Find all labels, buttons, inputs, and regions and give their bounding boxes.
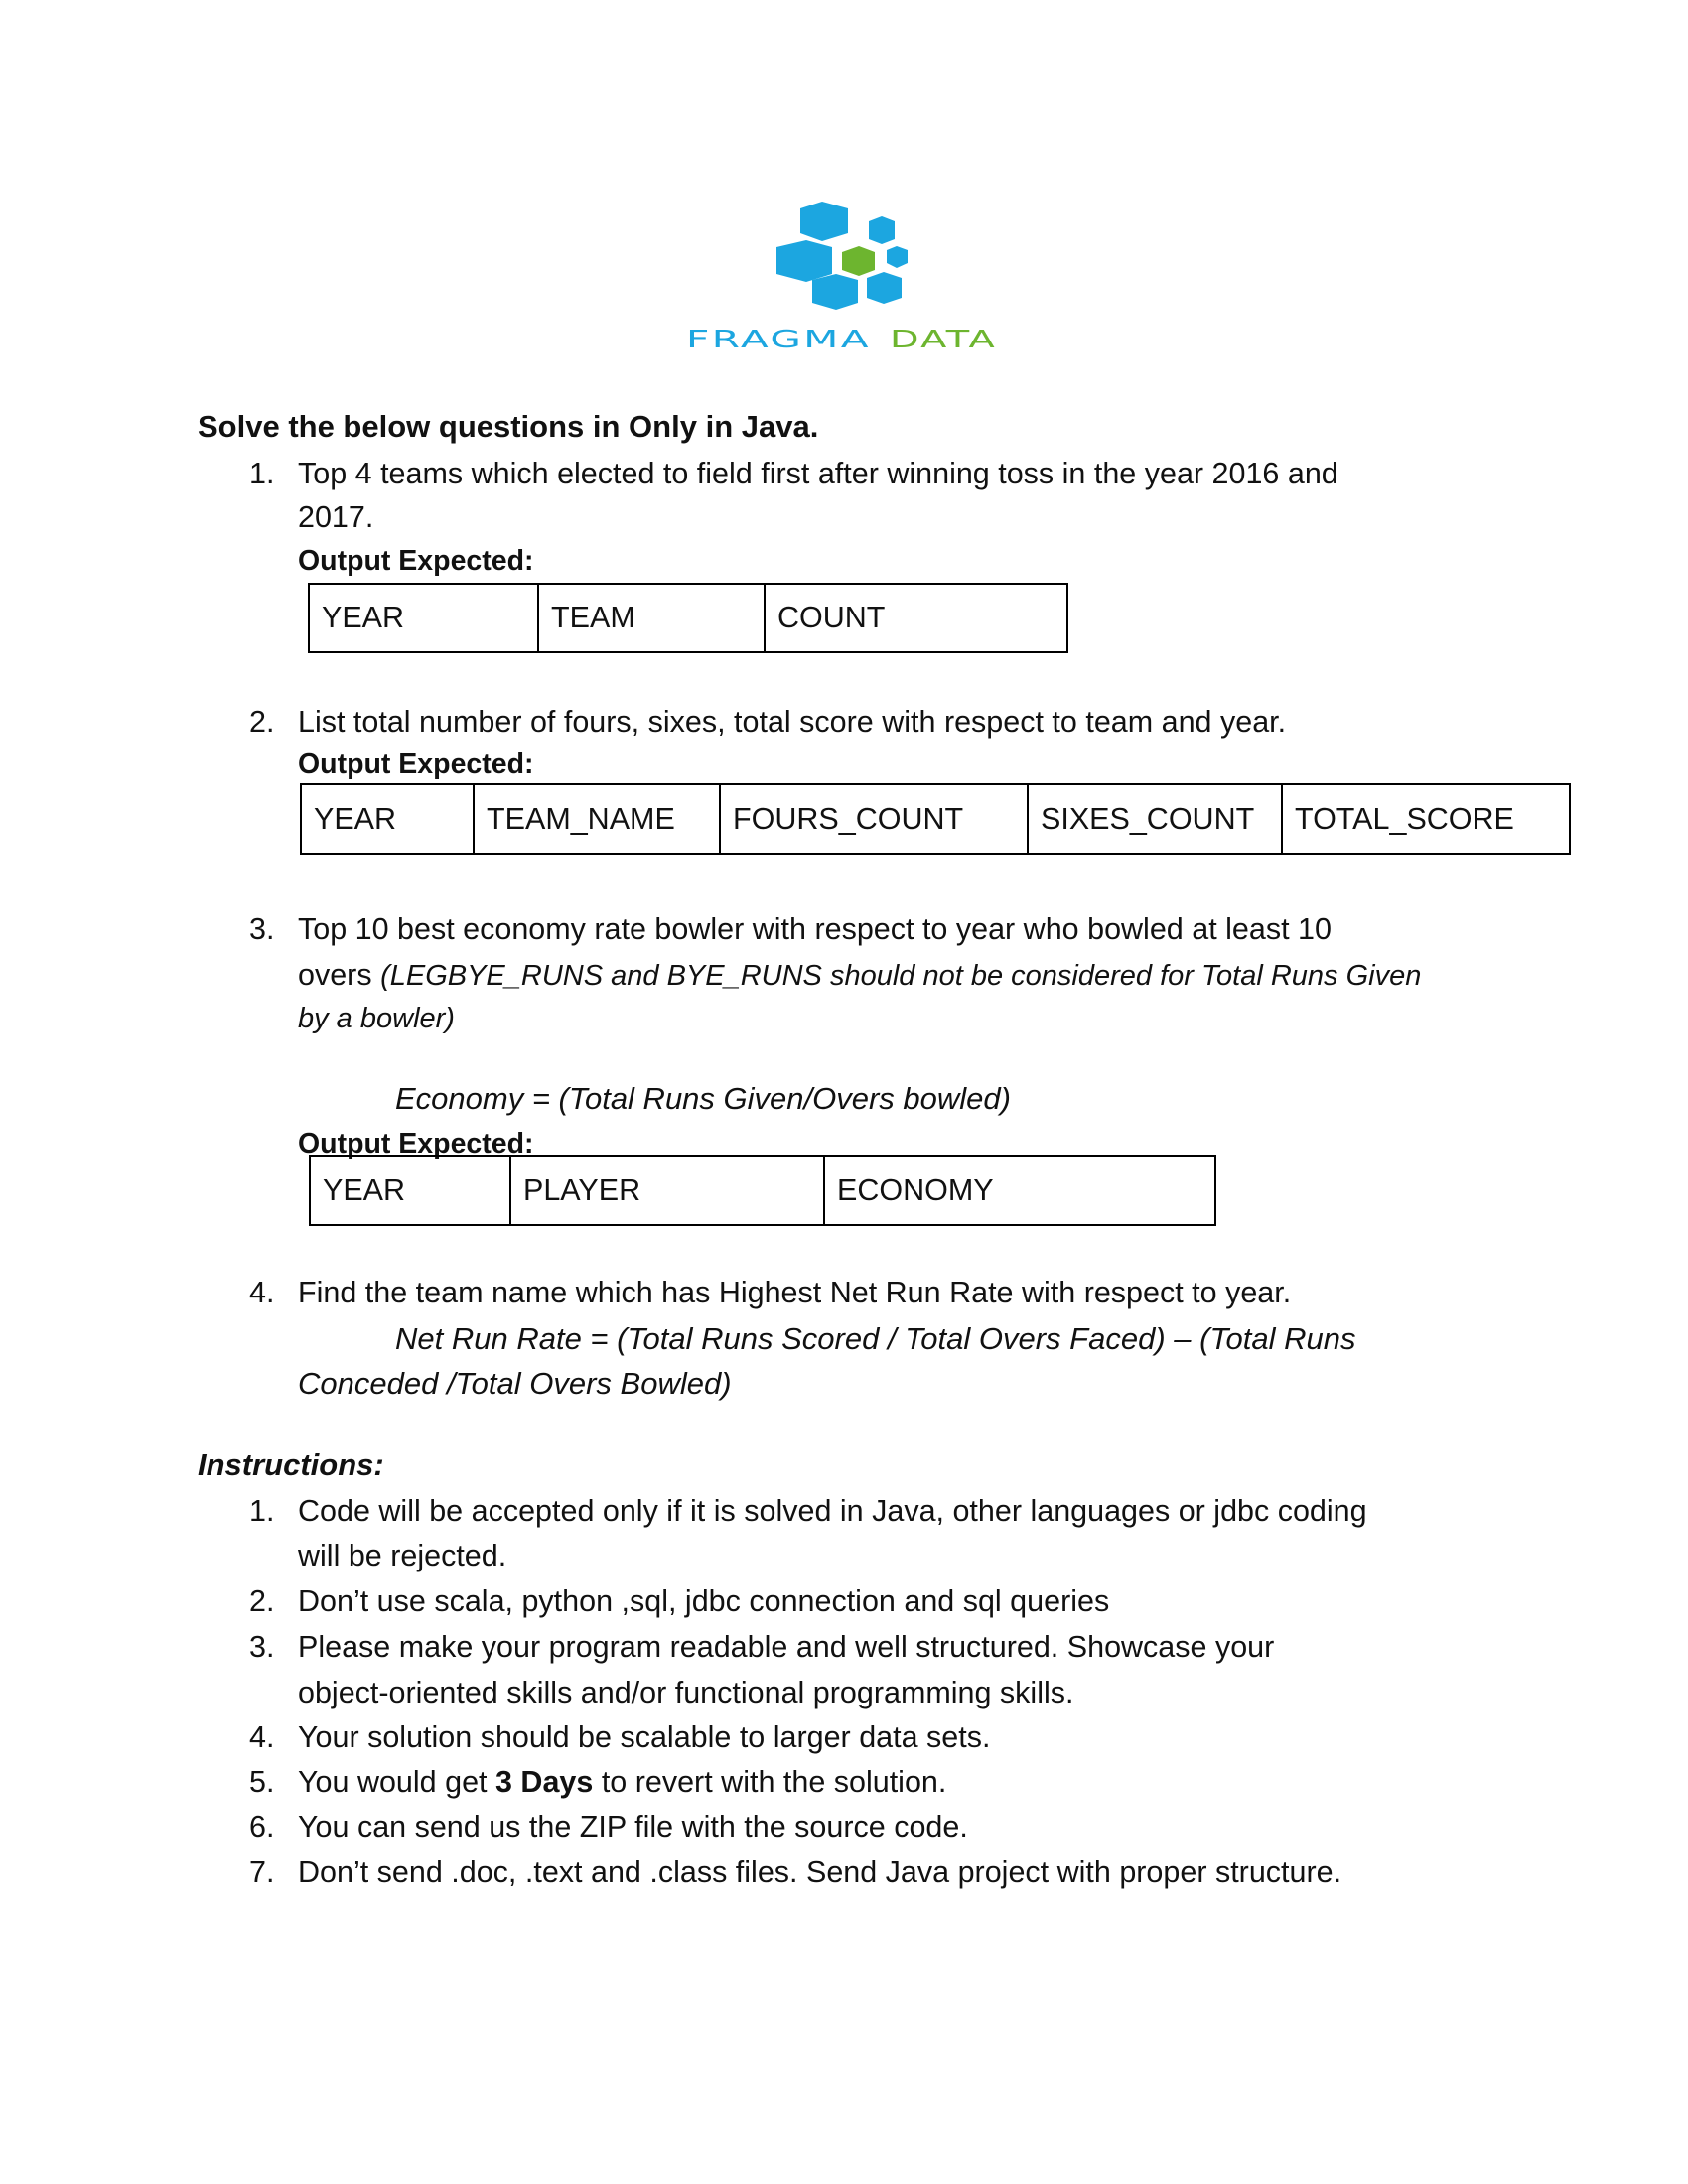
logo-hex-top — [800, 202, 848, 241]
logo-hex-right-small — [887, 246, 908, 268]
instruction-text-pre: You would get — [298, 1765, 495, 1799]
instruction-text: Please make your program readable and well structured. Showcase your — [298, 1630, 1275, 1664]
fragma-data-logo — [683, 197, 1001, 355]
economy-formula: Economy = (Total Runs Given/Overs bowled) — [395, 1081, 1011, 1116]
question-text-line: Find the team name which has Highest Net Run Rate with respect to year. — [298, 1276, 1292, 1309]
instruction-text: Code will be accepted only if it is solved in Java, other languages or jdbc coding — [298, 1494, 1367, 1528]
output-expected-label: Output Expected: — [298, 1128, 534, 1160]
logo-hex-bottom-left — [812, 274, 858, 310]
question-number: 4. — [249, 1276, 275, 1309]
output-expected-label: Output Expected: — [298, 545, 534, 577]
page-title: Solve the below questions in Only in Java. — [198, 409, 819, 444]
logo-word-fragma: FRAGMA — [686, 325, 871, 353]
instruction-number: 3. — [249, 1630, 275, 1664]
instruction-text-post: to revert with the solution. — [593, 1765, 947, 1799]
output-table-2 — [300, 783, 1571, 855]
table-header-economy: ECONOMY — [823, 1157, 1214, 1224]
logo-hex-bottom-right — [867, 272, 902, 304]
instruction-number: 1. — [249, 1494, 275, 1528]
net-run-rate-formula: Net Run Rate = (Total Runs Scored / Total Overs Faced) – (Total Runs — [395, 1321, 1356, 1356]
question-number: 1. — [249, 457, 275, 490]
table-header-player: PLAYER — [509, 1157, 823, 1224]
question-text-line: Top 10 best economy rate bowler with respect to year who bowled at least 10 — [298, 912, 1332, 946]
question-text-plain: overs — [298, 958, 381, 992]
table-header-team: TEAM — [537, 585, 764, 651]
instructions-heading: Instructions: — [198, 1447, 384, 1482]
logo-word-data: DATA — [890, 325, 997, 353]
instruction-text: Don’t send .doc, .text and .class files. Send Java project with proper structure. — [298, 1855, 1342, 1889]
question-text-line: List total number of fours, sixes, total score with respect to team and year. — [298, 705, 1287, 739]
logo-hex-left — [776, 240, 832, 282]
question-note-italic: (LEGBYE_RUNS and BYE_RUNS should not be considered for Total Runs Given — [380, 960, 1422, 992]
instruction-text: will be rejected. — [298, 1539, 507, 1572]
question-text-line: 2017. — [298, 500, 374, 534]
table-header-year: YEAR — [322, 601, 405, 634]
output-table-3 — [309, 1155, 1216, 1226]
instruction-number: 5. — [249, 1765, 275, 1799]
table-header-total-score: TOTAL_SCORE — [1281, 785, 1569, 853]
instruction-number: 7. — [249, 1855, 275, 1889]
instruction-text: object-oriented skills and/or functional programming skills. — [298, 1676, 1074, 1709]
hexagon-cluster-icon — [683, 197, 1001, 355]
logo-hex-center-green — [842, 246, 875, 276]
net-run-rate-formula-cont: Conceded /Total Overs Bowled) — [298, 1366, 732, 1401]
instruction-text — [298, 1760, 946, 1805]
question-number: 2. — [249, 705, 275, 739]
table-header-count: COUNT — [764, 585, 1066, 651]
table-header-year: YEAR — [314, 801, 397, 836]
instruction-number: 2. — [249, 1584, 275, 1618]
question-text-line: Top 4 teams which elected to field first after winning toss in the year 2016 and — [298, 457, 1338, 490]
instruction-text: You can send us the ZIP file with the source code. — [298, 1810, 968, 1843]
instruction-number: 4. — [249, 1720, 275, 1754]
logo-hex-top-right — [869, 216, 895, 244]
output-expected-label: Output Expected: — [298, 749, 534, 780]
table-header-team-name: TEAM_NAME — [473, 785, 719, 853]
instruction-text: Your solution should be scalable to larger data sets. — [298, 1720, 991, 1754]
question-number: 3. — [249, 912, 275, 946]
question-text-line — [298, 953, 1421, 999]
deadline-emphasis: 3 Days — [494, 1765, 594, 1799]
output-table-1 — [308, 583, 1068, 653]
table-header-sixes-count: SIXES_COUNT — [1027, 785, 1281, 853]
table-header-fours-count: FOURS_COUNT — [719, 785, 1027, 853]
instruction-number: 6. — [249, 1810, 275, 1843]
table-header-year: YEAR — [323, 1172, 406, 1207]
instruction-text: Don’t use scala, python ,sql, jdbc connection and sql queries — [298, 1584, 1110, 1618]
question-note-italic: by a bowler) — [298, 1003, 455, 1034]
